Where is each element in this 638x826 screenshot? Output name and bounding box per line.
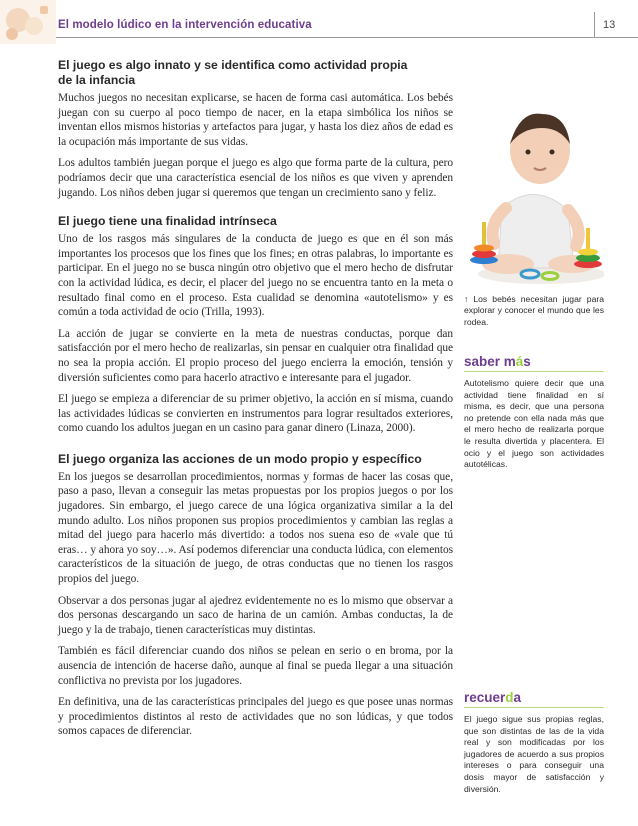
recuerda-rule [464,707,604,708]
saber-mas-box [464,354,604,471]
header-decoration [0,0,56,44]
saber-mas-title-b: á [515,354,524,369]
saber-mas-title-a: saber m [464,354,516,369]
recuerda-title-c: a [513,690,522,705]
main-text-column [58,58,453,746]
recuerda-text: El juego sigue sus propias reglas, que son distintas de las de la vida real y son modificadas por los jugadores de acuerdo a sus propios intereses o para conseguir una dosis mayor de satisfacción y diversión. [464,714,604,794]
paragraph: En definitiva, una de las características principales del juego es que posee unas normas y procedimientos distintos al resto de actividades que no son lúdicas, y que todos somos capaces de diferenciar. [58,696,453,738]
recuerda-title-a: recuer [464,690,506,705]
paragraph: El juego se empieza a diferenciar de su primer objetivo, la acción en sí misma, cuando las actividades lúdicas se convierten en instrumentos para lograr resultados exteriores, como cuando los adultos juegan en un casino para ganar dinero (Linaza, 2000). [58,393,453,435]
section-finalidad [58,214,453,436]
page-number: 13 [603,19,616,31]
section-heading: El juego tiene una finalidad intrínseca [58,214,277,229]
saber-mas-text: Autotelismo quiere decir que una actividad tiene finalidad en sí misma, es decir, que una persona no pretende con ella nada más que el mero hecho de realizarla porque le resulta divertida y placentera. El ocio y el juego son actividades autotélicas. [464,378,604,470]
header-divider [594,12,595,38]
paragraph: Los adultos también juegan porque el juego es algo que forma parte de la cultura, pero podríamos decir que una característica esencial de los niños es que viven y aprenden jugando. Los niños deben jugar si queremos que tengan un crecimiento sano y feliz. [58,157,453,199]
saber-mas-rule [464,371,604,372]
paragraph: Muchos juegos no necesitan explicarse, se hacen de forma casi automática. Los bebés juegan con su cuerpo al poco tiempo de nacer, en la etapa simbólica los niños se inventan ellos mismos historias y artefactos para jugar, y hasta los diez años de edad es la ocupación más importante de sus vidas. [58,92,453,148]
recuerda-title [464,690,604,705]
photo-caption: ↑ Los bebés necesitan jugar para explorar y conocer el mundo que les rodea. [464,294,604,327]
paragraph: Observar a dos personas jugar al ajedrez evidentemente no es lo mismo que observar a dos personas descargando un saco de harina de un camión. Ambas conductas, la de juego y la de trabajo, tienen características muy distintas. [58,594,453,636]
header-rule [56,37,638,38]
section-heading-line2: de la infancia [58,73,136,87]
section-innato [58,58,453,200]
baby-playing-photo [464,88,604,288]
paragraph: Uno de los rasgos más singulares de la conducta de juego es que en él son más importantes los procesos que los fines que los fines; en otras palabras, lo importante es participar. En el juego no se busca ningún otro objetivo que el mero hecho de disfrutar con la actividad lúdica, es decir, el placer del juego no se encuentra tanto en la meta o resultado final como en el proceso. Esta cualidad se denomina «autotelismo» y es común a toda actividad de ocio (Trilla, 1993). [58,233,453,319]
section-heading [58,58,453,88]
page-header [0,0,638,44]
recuerda-box [464,690,604,795]
header-title: El modelo lúdico en la intervención educativa [58,19,312,31]
paragraph: En los juegos se desarrollan procedimientos, normas y formas de hacer las cosas que, paso a paso, llevan a conseguir las metas propuestas por los propios juegos o por los jugadores. Sin embargo, el juego carece de una lógica organizativa similar a la del mundo adulto. Los niños proponen sus propios procedimientos y cambian las reglas a mitad del juego para hacerlo más divertido: a todos nos suena eso de «vale que tú eras… y ahora yo soy…». Así podemos diferenciar una conducta lúdica, con elementos característicos de la situación de juego, de otras conductas que no tienen los rasgos propios del juego. [58,470,453,586]
paragraph: La acción de jugar se convierte en la meta de nuestras conductas, porque dan satisfacción por el mero hecho de realizarlas, sin pensar en cualquier otra finalidad que no sea la propia acción. El propio proceso del juego encierra la emoción, tensión y diversión suficientes como para hacerlo atractivo e interesante para el jugador. [58,327,453,384]
saber-mas-title-c: s [523,354,531,369]
recuerda-title-b: d [505,690,514,705]
saber-mas-title [464,354,604,369]
paragraph: También es fácil diferenciar cuando dos niños se pelean en serio o en broma, por la ausencia de intención de hacerse daño, aunque al final se pueda llegar a una situación conflictiva no prevista por los jugadores. [58,645,453,687]
section-heading-line1: El juego es algo innato y se identifica como actividad propia [58,58,408,72]
section-organiza [58,452,453,739]
section-heading: El juego organiza las acciones de un modo propio y específico [58,451,422,466]
